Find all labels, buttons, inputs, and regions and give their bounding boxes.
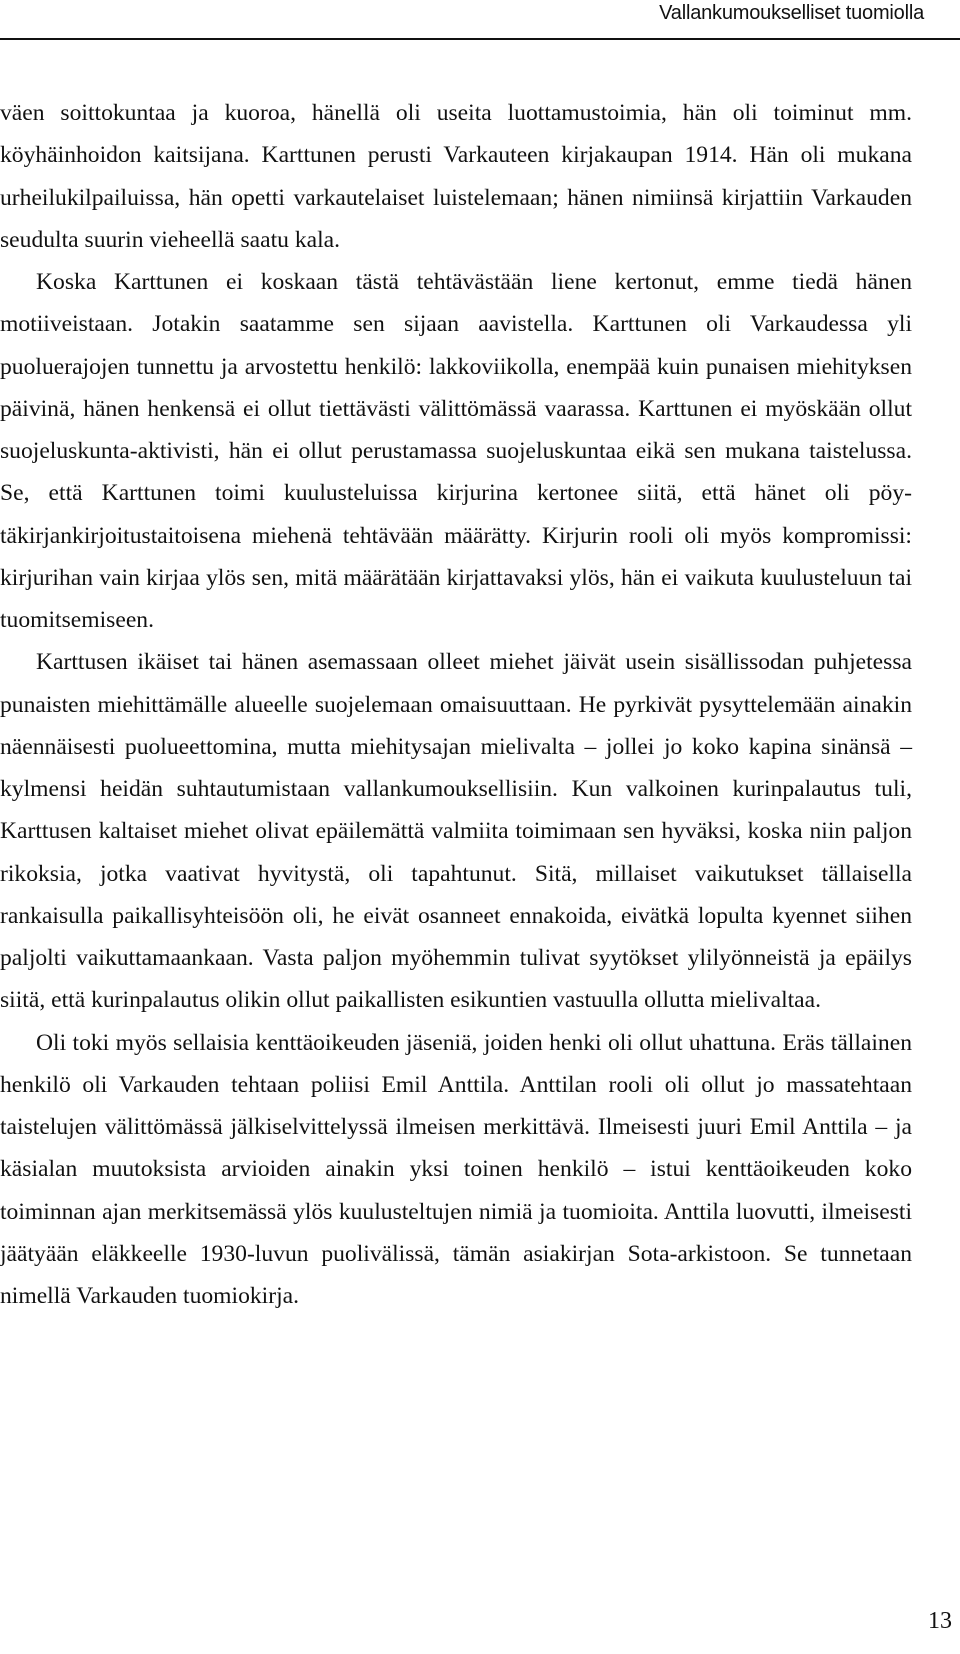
paragraph-2: Koska Karttunen ei koskaan tästä tehtävästään liene kertonut, emme tiedä hänen motiiveistaan. Jotakin saatamme sen sijaan aavistella. Karttunen oli Varkaudessa yli puoluerajojen tunnettu ja arvostettu henkilö: lakkoviikolla, enempää kuin punaisen miehityksen päivinä, hänen henkensä ei ollut tiettävästi välittömässä vaarassa. Karttunen ei myöskään ollut suojeluskunta-aktivisti, hän ei ollut perustamassa suojeluskuntaa eikä sen mukana taistelussa. Se, että Karttunen toimi kuulusteluissa kirjurina kertonee siitä, että hänet oli pöytäkirjankirjoitustaitoisena miehenä tehtävään määrätty. Kirjurin rooli oli myös kompromissi: kirjurihan vain kirjaa ylös sen, mitä määrätään kirjattavaksi ylös, hän ei vaikuta kuulusteluun tai tuomitsemiseen.: [0, 269, 912, 633]
paragraph-3: Karttusen ikäiset tai hänen asemassaan olleet miehet jäivät usein sisällissodan puhjetessa punaisten miehittämälle alueelle suojelemaan omaisuuttaan. He pyrkivät pysyttelemään ainakin näennäisesti puolueettomina, mutta miehitysajan mielivalta – jollei jo koko kapina sinänsä – kylmensi heidän suhtautumistaan vallankumouksellisiin. Kun valkoinen kurinpalautus tuli, Karttusen kaltaiset miehet olivat epäilemättä valmiita toimimaan sen hyväksi, koska niin paljon rikoksia, jotka vaativat hyvitystä, oli tapahtunut. Sitä, millaiset vaikutukset tällaisella rankaisulla paikallisyhteisöön oli, he eivät osanneet ennakoida, eivätkä lopulta kyennet siihen paljolti vaikuttamaankaan. Vasta paljon myöhemmin tulivat syytökset ylilyönneistä ja epäilys siitä, että kurinpalautus olikin ollut paikallisten esikuntien vastuulla ollutta mielivaltaa.: [0, 649, 912, 1014]
page-number: 13: [928, 1608, 952, 1634]
paragraph-4: Oli toki myös sellaisia kenttäoikeuden jäseniä, joiden henki oli ollut uhattuna. Eräs tällainen henkilö oli Varkauden tehtaan poliisi Emil Anttila. Anttilan rooli oli ollut jo massatehtaan taistelujen välittömässä jälkiselvittelyssä ilmeisen merkittävä. Ilmeisesti juuri Emil Anttila – ja käsialan muutoksista arvioiden ainakin yksi toinen henkilö – istui kenttäoikeuden koko toiminnan ajan merkitsemässä ylös kuulusteltujen nimiä ja tuomioita. Anttila luovutti, ilmeisesti jäätyään eläkkeelle 1930-luvun puolivälissä, tämän asiakirjan Sota-arkistoon. Se tunnetaan nimellä Varkauden tuomiokirja.: [0, 1029, 912, 1309]
body-text: [0, 92, 912, 1317]
running-head: Vallankumoukselliset tuomiolla: [659, 2, 924, 24]
paragraph-1: väen soittokuntaa ja kuoroa, hänellä oli useita luottamustoimia, hän oli toiminut mm. köyhäinhoidon kaitsijana. Karttunen perusti Varkauteen kirjakaupan 1914. Hän oli mukana urheilukilpailuissa, hän opetti varkautelaiset luistelemaan; hänen nimiinsä kirjattiin Varkauden seudulta suurin vieheellä saatu kala.: [0, 100, 912, 253]
header-rule: [0, 38, 960, 40]
